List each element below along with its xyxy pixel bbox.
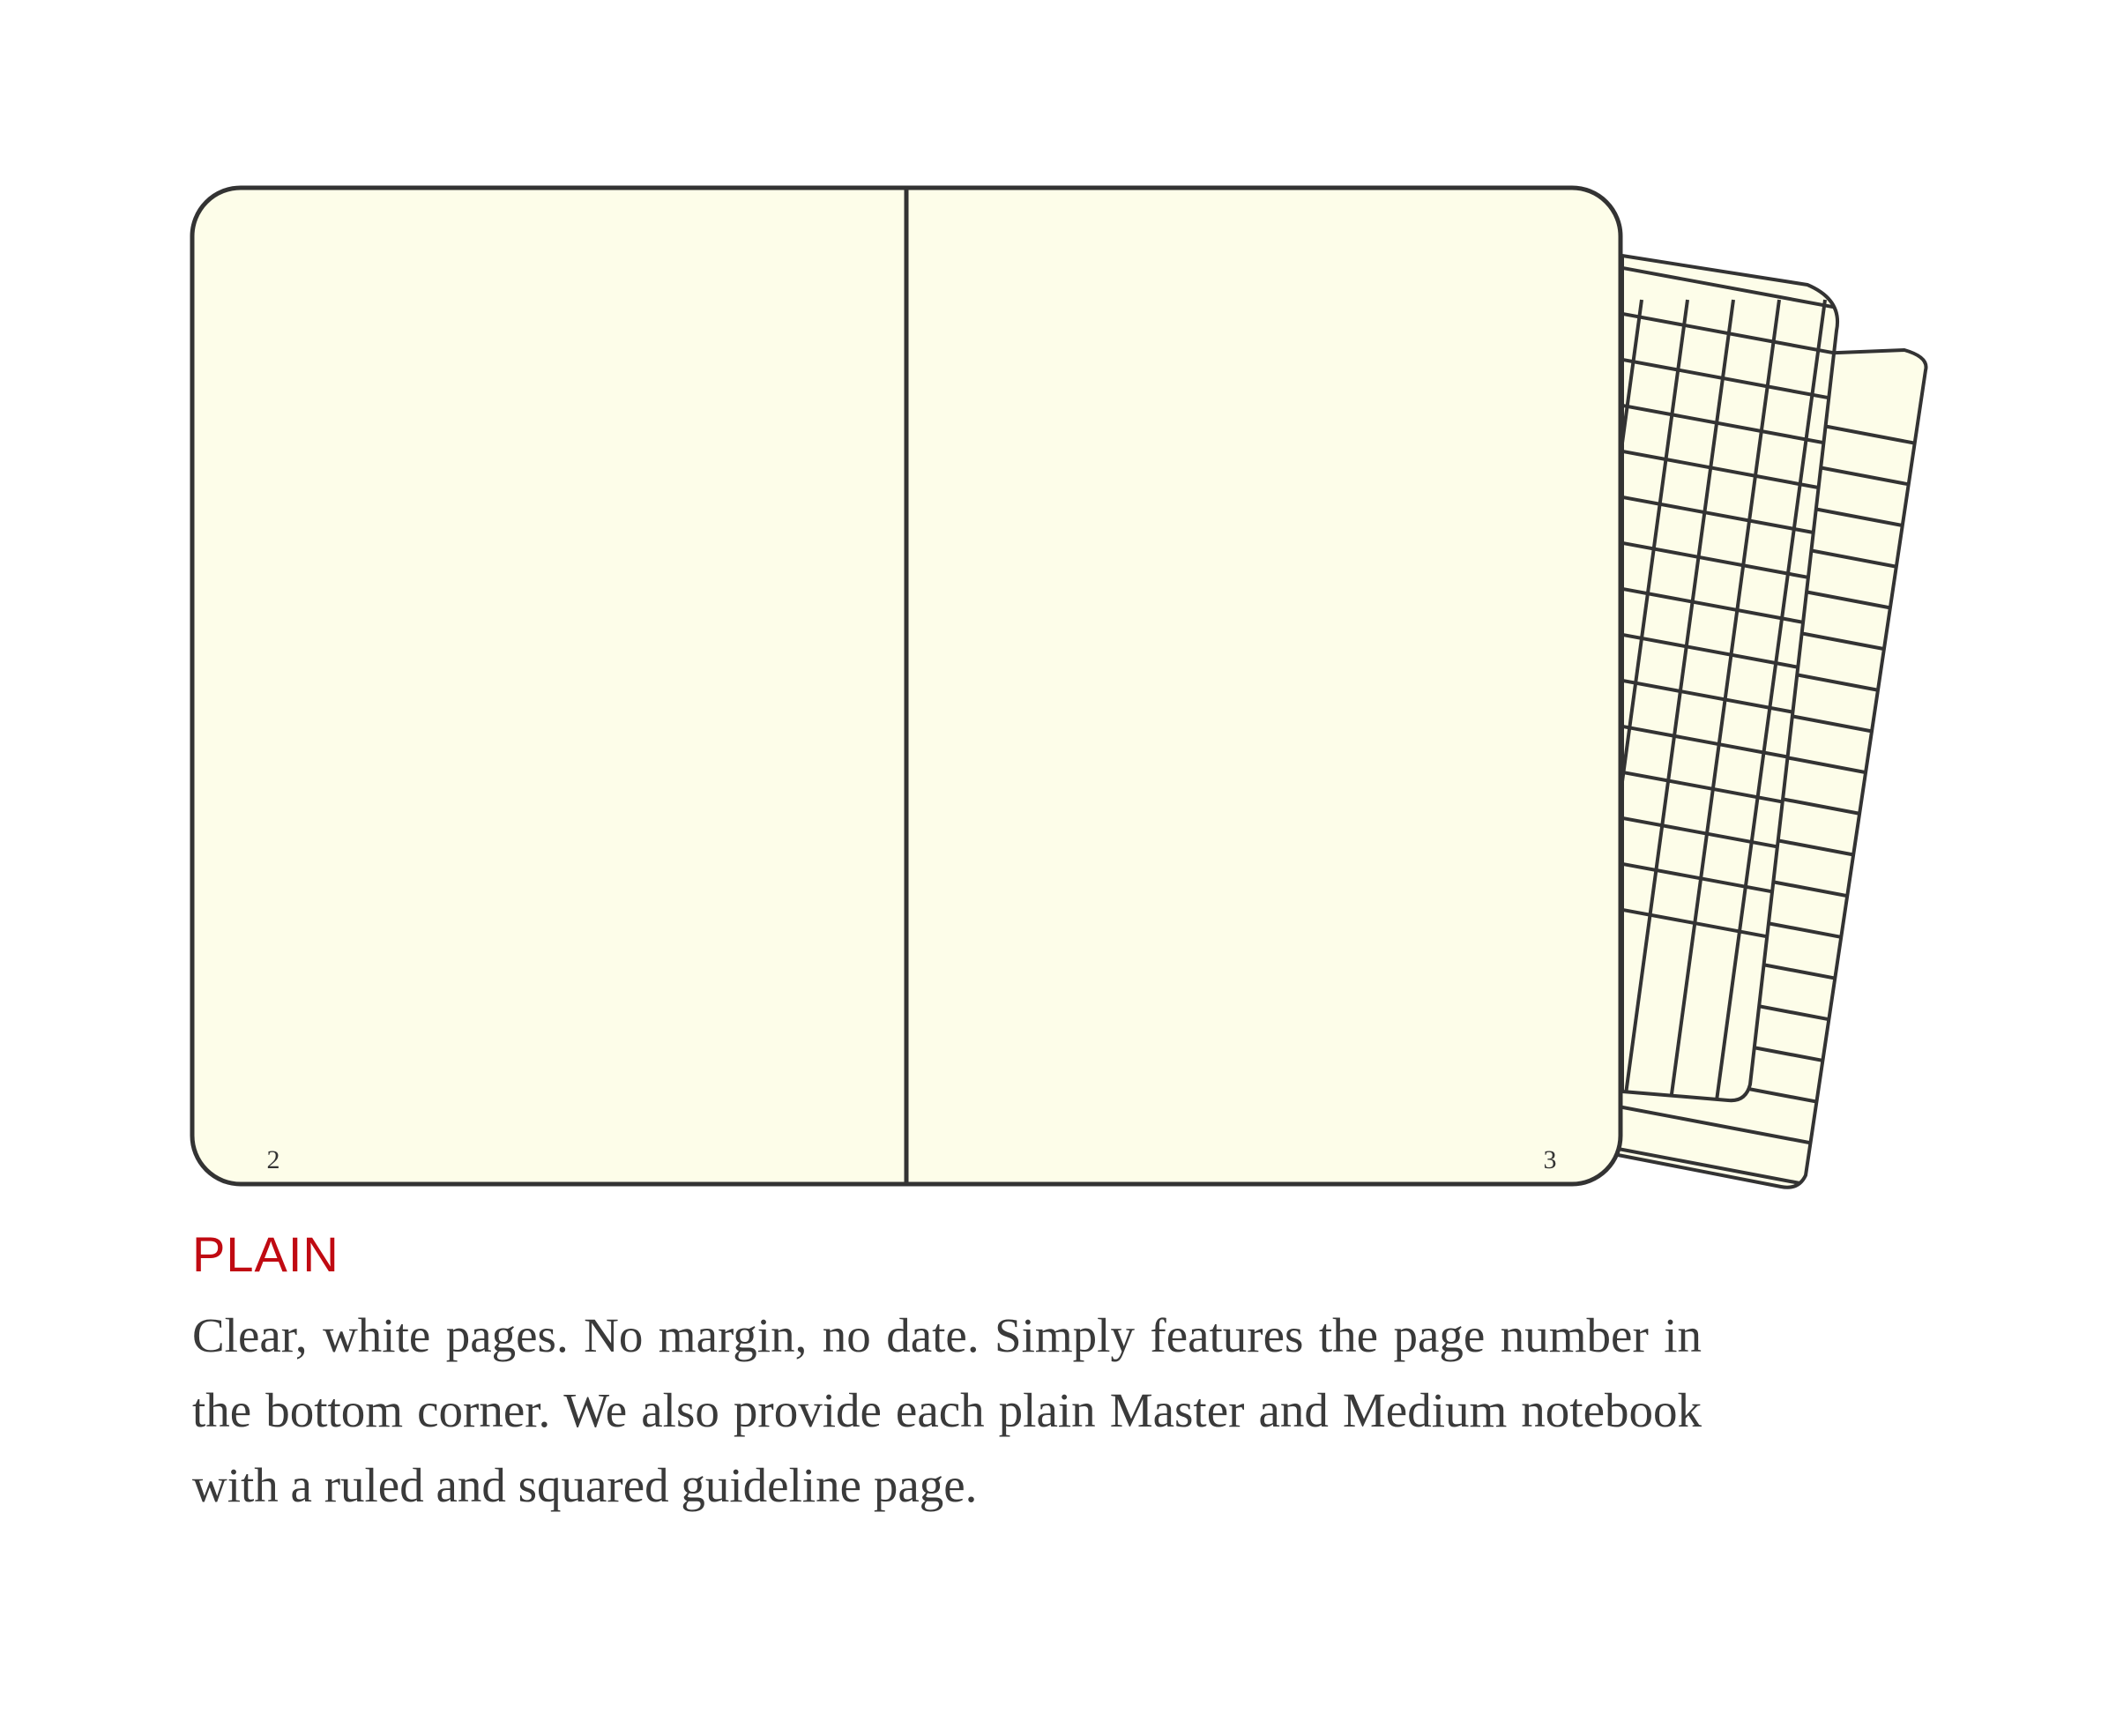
left-page-number: 2 [266, 1145, 280, 1174]
paper-type-title: PLAIN [192, 1226, 339, 1282]
paper-type-description: Clear, white pages. No margin, no date. Simply features the page number in the bottom corner. We also provide each plain Master and Medium notebook with a ruled and squared guideline page. [192, 1308, 1702, 1512]
open-notebook-spread [192, 188, 1621, 1184]
right-page-number: 3 [1543, 1145, 1557, 1174]
